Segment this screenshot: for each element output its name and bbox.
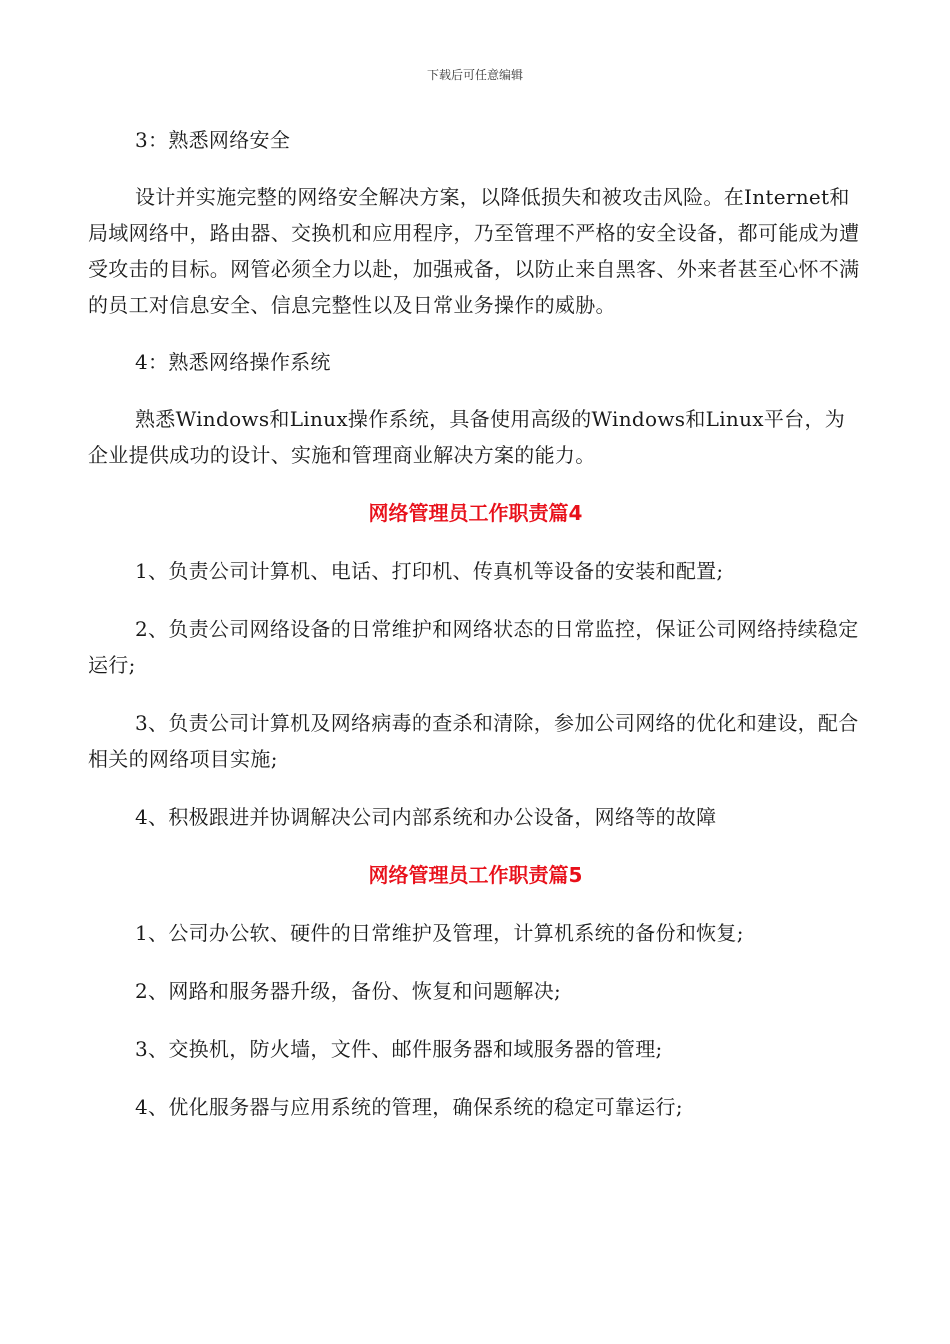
part-4-item: 1、负责公司计算机、电话、打印机、传真机等设备的安装和配置; bbox=[135, 559, 724, 583]
section-4-body: 熟悉Windows和Linux操作系统，具备使用高级的Windows和Linux平台，为企业提供成功的设计、实施和管理商业解决方案的能力。 bbox=[88, 407, 846, 467]
part-5-item: 4、优化服务器与应用系统的管理，确保系统的稳定可靠运行; bbox=[135, 1095, 683, 1119]
part-4-item: 2、负责公司网络设备的日常维护和网络状态的日常监控，保证公司网络持续稳定运行; bbox=[88, 617, 859, 677]
document-body bbox=[88, 122, 863, 1125]
part-5-item: 1、公司办公软、硬件的日常维护及管理，计算机系统的备份和恢复; bbox=[135, 921, 744, 945]
section-3-body: 设计并实施完整的网络安全解决方案，以降低损失和被攻击风险。在Internet和局域网络中，路由器、交换机和应用程序，乃至管理不严格的安全设备，都可能成为遭受攻击的目标。网管必须全力以赴，加强戒备，以防止来自黑客、外来者甚至心怀不满的员工对信息安全、信息完整性以及日常业务操作的威胁。 bbox=[88, 185, 860, 317]
part-4-heading: 网络管理员工作职责篇4 bbox=[368, 501, 583, 525]
section-3-title: 3：熟悉网络安全 bbox=[135, 128, 291, 152]
page-header: 下载后可任意编辑 bbox=[426, 68, 523, 82]
section-4-title: 4：熟悉网络操作系统 bbox=[135, 350, 331, 374]
part-4-item: 4、积极跟进并协调解决公司内部系统和办公设备，网络等的故障 bbox=[135, 805, 717, 829]
part-4-item: 3、负责公司计算机及网络病毒的查杀和清除，参加公司网络的优化和建设，配合相关的网络项目实施; bbox=[88, 711, 859, 771]
part-5-item: 2、网路和服务器升级，备份、恢复和问题解决; bbox=[135, 979, 562, 1003]
part-5-item: 3、交换机，防火墙，文件、邮件服务器和域服务器的管理; bbox=[135, 1037, 663, 1061]
part-5-heading: 网络管理员工作职责篇5 bbox=[368, 863, 583, 887]
